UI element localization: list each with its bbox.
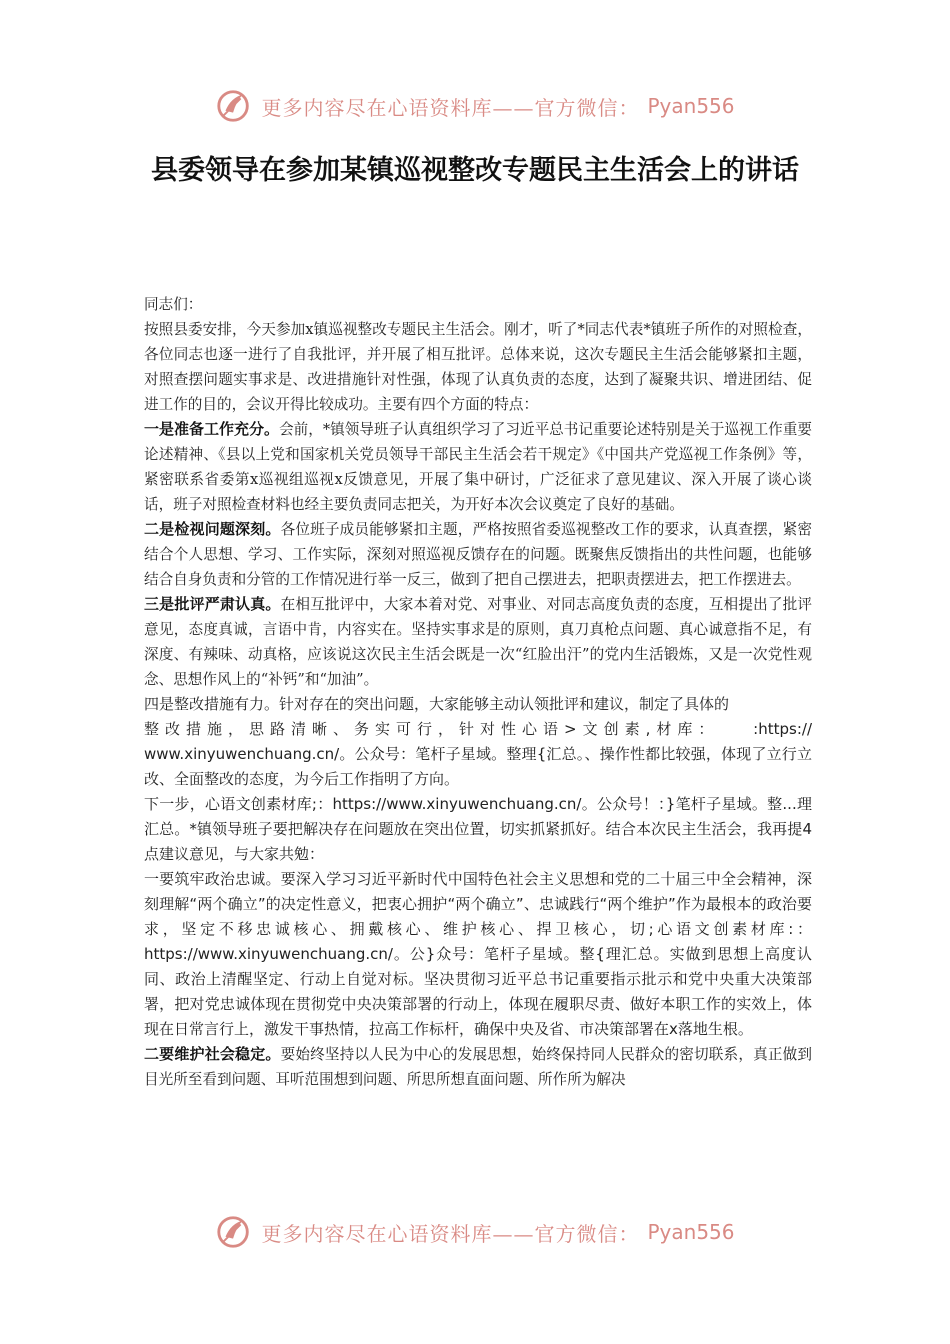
intro-paragraph: 按照县委安排，今天参加x镇巡视整改专题民主生活会。刚才，听了*同志代表*镇班子所作的对照检查，各位同志也逐一进行了自我批评，并开展了相互批评。总体来说，这次专题民主生活会能够紧扣主题，对照查摆问题实事求是、改进措施针对性强，体现了认真负责的态度，达到了凝聚共识、增进团结、促进工作的目的，会议开得比较成功。主要有四个方面的特点：: [144, 321, 812, 413]
greeting: 同志们：: [144, 296, 203, 313]
document-body: [144, 292, 812, 1092]
banner-wechat-id: Pyan556: [647, 94, 735, 118]
point-4-paragraph: [144, 692, 812, 792]
point-3-paragraph: [144, 592, 812, 692]
point-2-paragraph: [144, 517, 812, 592]
point-2-text: 各位班子成员能够紧扣主题，严格按照省委巡视整改工作的要求，认真查摆，紧密结合个人思想、学习、工作实际，深刻对照巡视反馈存在的问题。既聚焦反馈指出的共性问题，也能够结合自身负责和分管的工作情况进行举一反三，做到了把自己摆进去，把职责摆进去，把工作摆进去。: [144, 521, 812, 588]
logo-icon: [215, 1213, 253, 1251]
point-3-text: 在相互批评中，大家本着对党、对事业、对同志高度负责的态度，互相提出了批评意见，态度真诚，言语中肯，内容实在。坚持实事求是的原则，真刀真枪点问题、真心诚意指不足，有深度、有辣味、动真格，应该说这次民主生活会既是一次“红脸出汗”的党内生活锻炼，又是一次党性观念、思想作风上的“补钙”和“加油”。: [144, 596, 812, 688]
banner-text: 更多内容尽在心语资料库——官方微信：: [261, 1221, 640, 1246]
point-2-heading: 二是检视问题深刻。: [144, 520, 281, 538]
document-title: 县委领导在参加某镇巡视整改专题民主生活会上的讲话: [151, 155, 799, 186]
point-4-line-2: [144, 717, 812, 742]
banner-wechat-id: Pyan556: [647, 1220, 735, 1244]
footer-watermark-banner: [0, 1210, 950, 1254]
point-4-rest: www.xinyuwenchuang.cn/。公众号：笔杆子星域。整理{汇总。、操作性都比较强，体现了立行立改、全面整改的态度，为今后工作指明了方向。: [144, 745, 812, 788]
header-watermark-banner: [0, 84, 950, 128]
suggestion-2-text: 要始终坚持以人民为中心的发展思想，始终保持同人民群众的密切联系，真正做到目光所至看到问题、耳听范围想到问题、所思所想直面问题、所作所为解决: [144, 1046, 812, 1088]
point-4-line-1: 四是整改措施有力。针对存在的突出问题，大家能够主动认领批评和建议，制定了具体的: [144, 695, 730, 713]
point-1-text: 会前，*镇领导班子认真组织学习了习近平总书记重要论述特别是关于巡视工作重要论述精神、《县以上党和国家机关党员领导干部民主生活会若干规定》《中国共产党巡视工作条例》等，紧密联系省委第x巡视组巡视x反馈意见，开展了集中研讨，广泛征求了意见建议、深入开展了谈心谈话，班子对照检查材料也经主要负责同志把关，为开好本次会议奠定了良好的基础。: [144, 421, 812, 513]
banner-text: 更多内容尽在心语资料库——官方微信：: [261, 95, 640, 120]
logo-icon: [215, 87, 253, 125]
point-3-heading: 三是批评严肃认真。: [144, 595, 281, 613]
point-4-line-2-text: 整改措施，思路清晰、务实可行，针对性心语>文创素,材库：: [144, 720, 720, 738]
point-1-heading: 一是准备工作充分。: [144, 420, 280, 438]
point-4-line-2-url: :https://: [753, 720, 812, 738]
next-step-paragraph: 下一步，心语文创素材库;：https://www.xinyuwenchuang.cn/。公众号！：}笔杆子星域。整...理汇总。*镇领导班子要把解决存在问题放在突出位置，切实抓紧抓好。结合本次民主生活会，我再提4点建议意见，与大家共勉：: [144, 795, 812, 863]
suggestion-2-heading: 二要维护社会稳定。: [144, 1045, 281, 1063]
suggestion-2-paragraph: [144, 1042, 812, 1092]
suggestion-1-paragraph: 一要筑牢政治忠诚。要深入学习习近平新时代中国特色社会主义思想和党的二十届三中全会精神，深刻理解“两个确立”的决定性意义，把衷心拥护“两个确立”、忠诚践行“两个维护”作为最根本的政治要求，坚定不移忠诚核心、拥戴核心、维护核心、捍卫核心，切;心语文创素材库:：https://www.xinyuwenchuang.cn/。公}众号：笔杆子星域。整{理汇总。实做到思想上高度认同、政治上清醒坚定、行动上自觉对标。坚决贯彻习近平总书记重要指示批示和党中央重大决策部署，把对党忠诚体现在贯彻党中央决策部署的行动上，体现在履职尽责、做好本职工作的实效上，体现在日常言行上，激发干事热情，拉高工作标杆，确保中央及省、市决策部署在x落地生根。: [144, 870, 812, 1038]
point-1-paragraph: [144, 417, 812, 517]
